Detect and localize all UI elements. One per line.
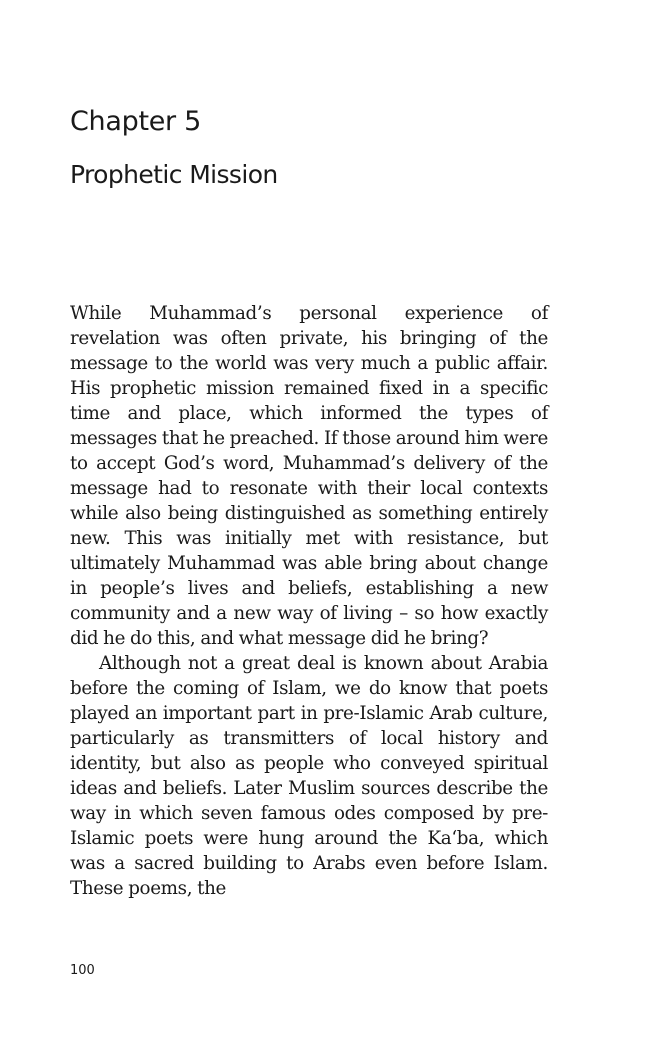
- paragraph-2: Although not a great deal is known about Arabia before the coming of Islam, we do know that poets played an important part in pre-Islamic Arab culture, particularly as transmitters of local history and identity, but also as people who conveyed spiritual ideas and beliefs. Later Muslim sources describe the way in which seven famous odes composed by pre-Islamic poets were hung around the Ka‘ba, which was a sacred building to Arabs even before Islam. These poems, the: [70, 653, 548, 899]
- paragraph-1: While Muhammad’s personal experience of revelation was often private, his bringing of the message to the world was very much a public affair. His prophetic mission remained fixed in a specific time and place, which informed the types of messages that he preached. If those around him were to accept God’s word, Muhammad’s delivery of the message had to resonate with their local contexts while also being distinguished as something entirely new. This was initially met with resistance, but ultimately Muhammad was able bring about change in people’s lives and beliefs, establishing a new community and a new way of living – so how exactly did he do this, and what message did he bring?: [70, 303, 549, 649]
- chapter-label: Chapter 5: [70, 106, 202, 137]
- body-text: [70, 301, 548, 901]
- page-number: 100: [70, 963, 95, 978]
- chapter-title: Prophetic Mission: [70, 160, 278, 189]
